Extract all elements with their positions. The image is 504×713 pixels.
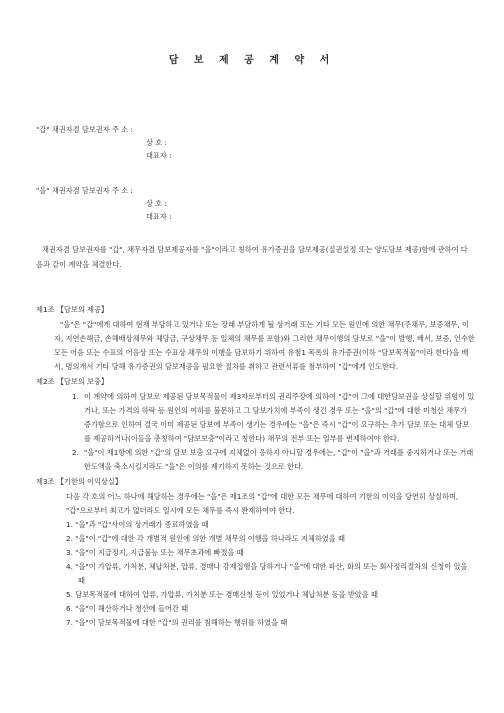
item-number: 2.: [72, 448, 79, 457]
party-b-name-label: 상 호 :: [146, 199, 167, 208]
article-3-item: 4. "을"이 가압류, 가처분, 체납처분, 압류, 경매나 강제집행을 당하거나 "을"에 대한 파산, 화의 또는 회사정리절차의 신청이 있을 때: [66, 562, 468, 585]
party-b-rep-label: 대표자 :: [146, 212, 172, 221]
article-3-item: 6. "을"이 해산하거나 청산에 들어간 때: [66, 604, 189, 613]
item-text: "을"이 제1항에 의한 "갑"의 담보 보충 요구에 지체없이 응하지 아니할 경우에는, "갑"이 "을"과 거래를 중지하거나 또는 거래한도액을 축소시킬지라도 "을"은 이의를 제기하지 못하는 것으로 한다.: [84, 448, 474, 471]
article-3-title: 제3조 【기한의 이익상실】: [36, 477, 123, 486]
article-3-item: 1. "을"과 "갑"사이의 상거래가 종료하였을 때: [66, 520, 209, 529]
article-3-item: 7. "을"이 담보목적물에 대한 "갑"의 권리를 침해하는 행위를 하였을 때: [66, 618, 288, 627]
articles-section: [36, 304, 476, 630]
article-1-title: 제1조 【담보의 제공】: [36, 305, 109, 314]
article-2-item: [54, 390, 476, 446]
item-number: 1.: [72, 392, 79, 401]
party-a-address-label: "갑" 채권자겸 담보권자 주 소 :: [36, 125, 133, 134]
party-a-block: [36, 124, 476, 163]
article-3-item: 5. 담보목적물에 대하여 압류, 가압류, 가처분 또는 경매신청 등이 있었거나 체납처분 등을 받았을 때: [66, 590, 378, 599]
article-3-item: 2. "을"이 "갑"에 대한 각 개별적 원인에 의한 개별 채무의 이행을 하나라도 지체하였을 때: [66, 534, 345, 543]
article-3-lead: 다음 각 호의 어느 하나에 해당하는 경우에는 "을"은 제1조의 "갑"에 대한 모든 채무에 대하여 기한의 이익을 당연히 상실하며, "갑"으로부터 최고가 없더라도 일시에 모든 채무를 즉시 완제하여야 한다.: [66, 492, 459, 515]
article-3-item: 3. "을"이 지급정지, 지급불능 또는 채무초과에 빠졌을 때: [66, 548, 244, 557]
article-2-item: [54, 446, 476, 474]
article-1-body: "을"은 "갑"에게 대하여 현재 부담하고 있거나 또는 장래 부담하게 될 상거래 또는 기타 모든 원인에 의한 채무(주채무, 보증채무, 이자, 지연손해금, 손해배상채무와 체당금, 구상채무 등 일체의 채무를 포함)와 그러한 채무이행의 담보로 "을"이 발행, 배서, 보증, 인수한 모든 어음 또는 수표의 어음상 또는 수표상 채무의 이행을 담보하기 위하여 유첨1 목록의 유가증권(이하 "담보목적물"이라 한다)을 배서, 명의개서 기타 당해 유가증권의 담보제공을 필요한 절차를 취하고 관련서류를 첨부하여 "갑"에게 인도한다.: [54, 320, 475, 371]
document-title: 담 보 제 공 계 약 서: [168, 55, 336, 66]
item-text: 이 계약에 의하여 담보로 제공된 담보목적물이 제3자로부터의 권리주장에 의하여 "갑"이 그에 대한담보권을 상실할 위험이 있거나, 또는 가격의 하락 등 원인의 여하를 불문하고 그 담보가치에 부족이 생긴 경우 또는 "을"의 "갑"에 대한 미청산 채무가 증가함으로 인하여 결국 이미 제공된 담보에 부족이 생기는 경우에는 "을"은 즉시 "갑"이 요구하는 추가 담보 또는 대체 담보를 제공하거나(이들을 총칭하여 "담보보충"이라고 칭한다) 채무의 전부 또는 일부를 변제하여야 한다.: [84, 392, 475, 443]
article-2-title: 제2조 【담보의 보충】: [36, 377, 109, 386]
party-b-address-label: "을" 채권자겸 담보권자 주 소 :: [36, 186, 133, 195]
party-a-rep-label: 대표자 :: [146, 151, 172, 160]
intro-paragraph: 채권자겸 담보권자를 "갑", 채무자겸 담보제공자를 "을"이라고 칭하여 유가증권을 담보제공(질권설정 또는 양도담보 제공)함에 관하여 다음과 같이 계약을 체결한다.: [36, 245, 468, 269]
party-b-block: [36, 185, 476, 224]
party-a-name-label: 상 호 :: [146, 138, 167, 147]
